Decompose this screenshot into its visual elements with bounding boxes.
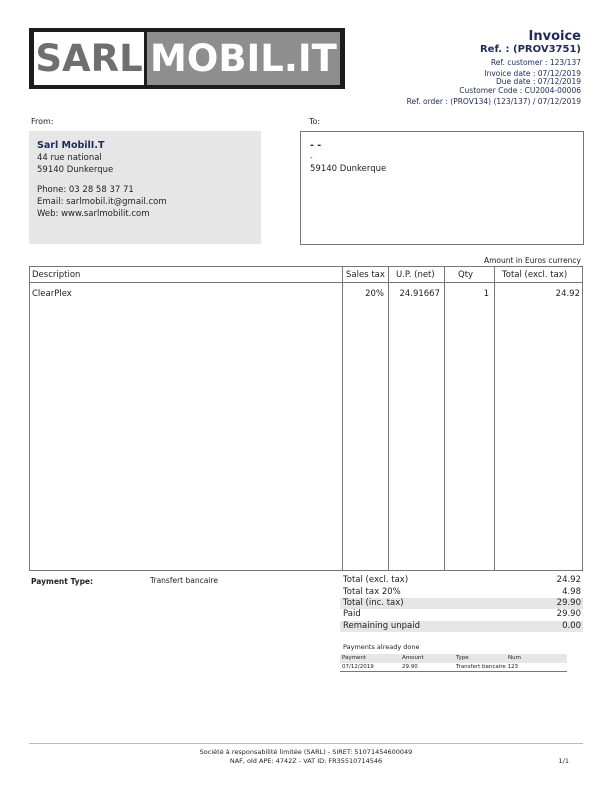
- col-header-total: Total (excl. tax): [502, 270, 568, 280]
- payment-amount: 29.90: [402, 664, 418, 670]
- payments-done-row: [340, 663, 567, 672]
- recipient-box: [300, 131, 584, 245]
- currency-note: Amount in Euros currency: [483, 256, 581, 265]
- col-header-sales-tax: Sales tax: [346, 270, 385, 280]
- footer-divider: [29, 743, 583, 744]
- remaining-unpaid-value: 0.00: [562, 621, 581, 631]
- payment-type-label: Payment Type:: [31, 577, 94, 586]
- invoice-ref: Ref. : (PROV3751): [479, 44, 581, 55]
- sender-address-2: 59140 Dunkerque: [37, 165, 114, 175]
- total-tax-label: Total tax 20%: [343, 587, 401, 597]
- row-sales-tax: 20%: [365, 289, 384, 299]
- row-unit-price: 24.91667: [399, 289, 440, 299]
- recipient-name: - -: [310, 140, 322, 151]
- logo-text-mobilit: MOBIL.IT: [147, 32, 340, 85]
- payment-type-value: Transfert bancaire: [150, 576, 218, 585]
- sender-phone: Phone: 03 28 58 37 71: [37, 185, 134, 195]
- total-paid-value: 29.90: [556, 609, 581, 619]
- footer-legal-2: NAF, old APE: 4742Z - VAT ID: FR35510714546: [229, 757, 383, 765]
- total-excl-tax-value: 24.92: [556, 575, 581, 585]
- row-qty: 1: [483, 289, 489, 299]
- footer-legal-1: Société à responsabilité limitée (SARL) - SIRET: 51071454600049: [199, 748, 413, 756]
- total-inc-tax-label: Total (inc. tax): [343, 598, 404, 608]
- remaining-unpaid: [340, 621, 583, 632]
- sender-address-1: 44 rue national: [37, 153, 102, 163]
- items-table: [29, 266, 583, 571]
- total-excl-tax: [340, 575, 583, 586]
- payment-type: Transfert bancaire 123: [456, 664, 519, 670]
- total-tax-value: 4.98: [562, 587, 581, 597]
- col-header-qty: Qty: [458, 270, 474, 280]
- invoice-date: Invoice date : 07/12/2019: [484, 69, 581, 78]
- due-date: Due date : 07/12/2019: [496, 77, 581, 86]
- payments-col-num: Num: [508, 655, 521, 661]
- sender-name: Sarl MobilI.T: [37, 140, 105, 151]
- row-description: ClearPlex: [32, 289, 72, 299]
- col-header-unit-price: U.P. (net): [396, 270, 435, 280]
- page-number: 1/1: [558, 757, 569, 765]
- total-paid: [340, 609, 583, 620]
- payments-col-payment: Payment: [342, 655, 367, 661]
- ref-order: Ref. order : (PROV134) (123/137) / 07/12/2019: [406, 97, 581, 106]
- recipient-line-2: 59140 Dunkerque: [310, 164, 387, 174]
- remaining-unpaid-label: Remaining unpaid: [343, 621, 420, 631]
- recipient-line-1: -: [310, 154, 313, 162]
- payments-done-title: Payments already done: [343, 643, 420, 651]
- total-excl-tax-label: Total (excl. tax): [343, 575, 409, 585]
- payment-date: 07/12/2019: [342, 664, 374, 670]
- from-label: From:: [31, 117, 54, 126]
- customer-code: Customer Code : CU2004-00006: [459, 86, 581, 95]
- sender-email: Email: sarlmobil.it@gmail.com: [37, 197, 167, 207]
- invoice-title: Invoice: [528, 29, 581, 44]
- payments-done-header: [340, 654, 567, 663]
- to-label: To:: [309, 117, 321, 126]
- row-total: 24.92: [555, 289, 580, 299]
- company-logo: [29, 28, 345, 89]
- logo-text-sarl: SARL: [34, 32, 144, 85]
- total-inc-tax: [340, 598, 583, 609]
- col-header-description: Description: [32, 270, 81, 280]
- total-tax: [340, 587, 583, 598]
- payments-col-type: Type: [456, 655, 469, 661]
- total-inc-tax-value: 29.90: [556, 598, 581, 608]
- ref-customer: Ref. customer : 123/137: [490, 58, 581, 67]
- sender-box: [29, 131, 261, 244]
- sender-web: Web: www.sarlmobilit.com: [37, 209, 150, 219]
- payments-col-amount: Amount: [402, 655, 424, 661]
- total-paid-label: Paid: [343, 609, 361, 619]
